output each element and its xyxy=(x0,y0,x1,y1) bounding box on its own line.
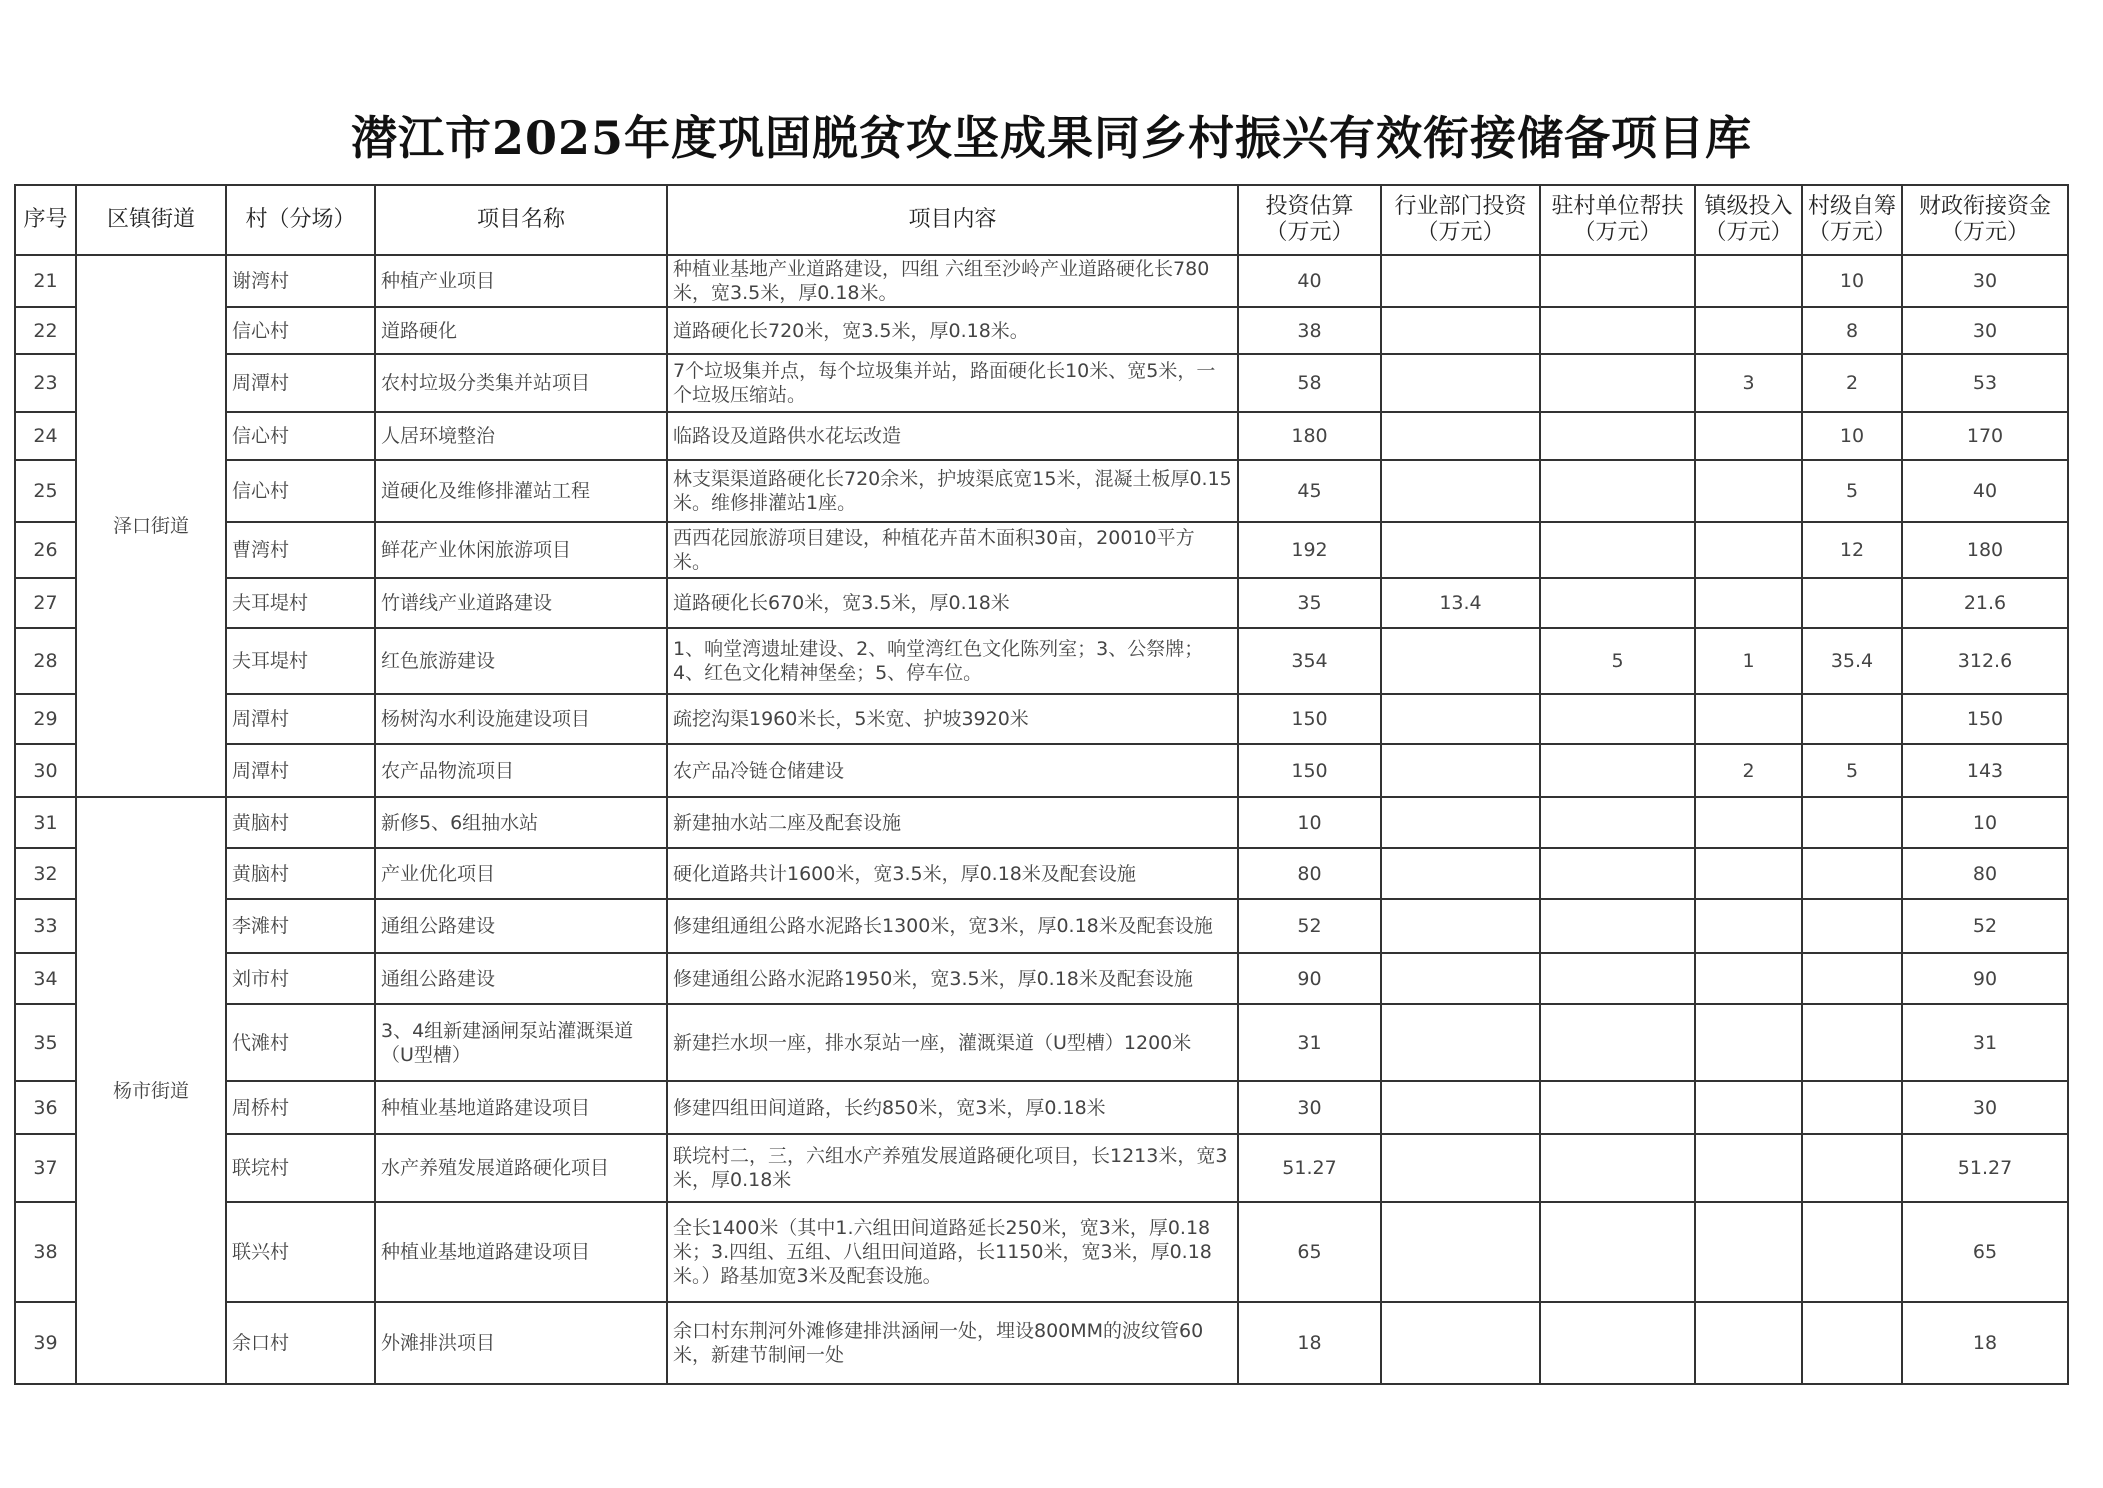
row-unit xyxy=(1540,953,1695,1004)
row-name: 农产品物流项目 xyxy=(375,744,667,797)
row-invest: 52 xyxy=(1238,899,1381,953)
row-invest: 180 xyxy=(1238,412,1381,460)
row-village: 曹湾村 xyxy=(226,522,375,578)
row-unit xyxy=(1540,307,1695,354)
row-village: 信心村 xyxy=(226,460,375,522)
row-village: 信心村 xyxy=(226,307,375,354)
table-row xyxy=(15,953,2068,1004)
row-content: 全长1400米（其中1.六组田间道路延长250米，宽3米，厚0.18米；3.四组、五组、八组田间道路，长1150米，宽3米，厚0.18米。）路基加宽3米及配套设施。 xyxy=(667,1202,1238,1302)
row-town-fund xyxy=(1695,1081,1802,1134)
row-no: 36 xyxy=(15,1081,76,1134)
row-invest: 35 xyxy=(1238,578,1381,628)
header-town: 区镇街道 xyxy=(76,185,226,255)
row-town-fund xyxy=(1695,412,1802,460)
row-invest: 18 xyxy=(1238,1302,1381,1384)
row-no: 24 xyxy=(15,412,76,460)
row-dept xyxy=(1381,412,1540,460)
row-town-fund: 1 xyxy=(1695,628,1802,694)
row-no: 27 xyxy=(15,578,76,628)
row-fiscal: 52 xyxy=(1902,899,2068,953)
row-town-fund xyxy=(1695,255,1802,307)
header-village: 村（分场） xyxy=(226,185,375,255)
row-fiscal: 10 xyxy=(1902,797,2068,848)
row-invest: 51.27 xyxy=(1238,1134,1381,1202)
row-village: 联兴村 xyxy=(226,1202,375,1302)
row-fiscal: 53 xyxy=(1902,354,2068,412)
row-fiscal: 51.27 xyxy=(1902,1134,2068,1202)
row-content: 新建抽水站二座及配套设施 xyxy=(667,797,1238,848)
row-content: 硬化道路共计1600米，宽3.5米，厚0.18米及配套设施 xyxy=(667,848,1238,899)
row-name: 通组公路建设 xyxy=(375,953,667,1004)
row-content: 林支渠渠道路硬化长720余米，护坡渠底宽15米，混凝土板厚0.15米。维修排灌站1座。 xyxy=(667,460,1238,522)
row-village-fund xyxy=(1802,848,1902,899)
row-unit xyxy=(1540,1134,1695,1202)
row-village: 信心村 xyxy=(226,412,375,460)
row-village: 夫耳堤村 xyxy=(226,578,375,628)
row-fiscal: 143 xyxy=(1902,744,2068,797)
row-name: 道硬化及维修排灌站工程 xyxy=(375,460,667,522)
row-invest: 80 xyxy=(1238,848,1381,899)
row-invest: 90 xyxy=(1238,953,1381,1004)
row-village: 周潭村 xyxy=(226,354,375,412)
row-name: 道路硬化 xyxy=(375,307,667,354)
row-village-fund xyxy=(1802,797,1902,848)
row-no: 21 xyxy=(15,255,76,307)
row-name: 种植业基地道路建设项目 xyxy=(375,1202,667,1302)
row-village: 周潭村 xyxy=(226,694,375,744)
row-town-fund xyxy=(1695,578,1802,628)
row-dept xyxy=(1381,1202,1540,1302)
row-fiscal: 80 xyxy=(1902,848,2068,899)
row-town-fund xyxy=(1695,1202,1802,1302)
row-village-fund: 10 xyxy=(1802,255,1902,307)
table-row xyxy=(15,797,2068,848)
row-name: 种植产业项目 xyxy=(375,255,667,307)
row-name: 外滩排洪项目 xyxy=(375,1302,667,1384)
row-unit xyxy=(1540,1202,1695,1302)
row-village: 夫耳堤村 xyxy=(226,628,375,694)
header-content: 项目内容 xyxy=(667,185,1238,255)
row-fiscal: 65 xyxy=(1902,1202,2068,1302)
row-village-fund xyxy=(1802,1004,1902,1081)
table-row xyxy=(15,628,2068,694)
row-content: 联垸村二，三，六组水产养殖发展道路硬化项目，长1213米，宽3米，厚0.18米 xyxy=(667,1134,1238,1202)
row-dept xyxy=(1381,255,1540,307)
row-town-fund xyxy=(1695,797,1802,848)
row-fiscal: 312.6 xyxy=(1902,628,2068,694)
row-village: 谢湾村 xyxy=(226,255,375,307)
row-village: 李滩村 xyxy=(226,899,375,953)
row-village-fund xyxy=(1802,899,1902,953)
row-dept xyxy=(1381,694,1540,744)
row-name: 水产养殖发展道路硬化项目 xyxy=(375,1134,667,1202)
row-content: 种植业基地产业道路建设，四组 六组至沙岭产业道路硬化长780米，宽3.5米，厚0.18米。 xyxy=(667,255,1238,307)
row-fiscal: 18 xyxy=(1902,1302,2068,1384)
row-dept xyxy=(1381,307,1540,354)
row-village-fund: 35.4 xyxy=(1802,628,1902,694)
row-name: 通组公路建设 xyxy=(375,899,667,953)
row-content: 疏挖沟渠1960米长，5米宽、护坡3920米 xyxy=(667,694,1238,744)
row-name: 竹谱线产业道路建设 xyxy=(375,578,667,628)
row-town-fund xyxy=(1695,694,1802,744)
row-content: 道路硬化长720米，宽3.5米，厚0.18米。 xyxy=(667,307,1238,354)
row-dept xyxy=(1381,1302,1540,1384)
row-village-fund xyxy=(1802,578,1902,628)
table-row xyxy=(15,848,2068,899)
row-content: 修建组通组公路水泥路长1300米，宽3米，厚0.18米及配套设施 xyxy=(667,899,1238,953)
row-name: 鲜花产业休闲旅游项目 xyxy=(375,522,667,578)
table-row xyxy=(15,694,2068,744)
table-row xyxy=(15,578,2068,628)
table-row xyxy=(15,1081,2068,1134)
row-content: 1、响堂湾遗址建设、2、响堂湾红色文化陈列室；3、公祭牌；4、红色文化精神堡垒；5、停车位。 xyxy=(667,628,1238,694)
row-no: 35 xyxy=(15,1004,76,1081)
row-village: 代滩村 xyxy=(226,1004,375,1081)
row-no: 23 xyxy=(15,354,76,412)
row-name: 人居环境整治 xyxy=(375,412,667,460)
header-fiscal: 财政衔接资金 （万元） xyxy=(1902,185,2068,255)
row-fiscal: 21.6 xyxy=(1902,578,2068,628)
row-town-fund: 2 xyxy=(1695,744,1802,797)
row-town-fund xyxy=(1695,899,1802,953)
row-village: 联垸村 xyxy=(226,1134,375,1202)
row-village-fund: 8 xyxy=(1802,307,1902,354)
row-no: 29 xyxy=(15,694,76,744)
table-row xyxy=(15,744,2068,797)
header-name: 项目名称 xyxy=(375,185,667,255)
row-village: 余口村 xyxy=(226,1302,375,1384)
row-unit xyxy=(1540,797,1695,848)
row-no: 28 xyxy=(15,628,76,694)
row-no: 22 xyxy=(15,307,76,354)
row-fiscal: 40 xyxy=(1902,460,2068,522)
row-village: 黄脑村 xyxy=(226,848,375,899)
row-invest: 30 xyxy=(1238,1081,1381,1134)
row-no: 39 xyxy=(15,1302,76,1384)
row-content: 道路硬化长670米，宽3.5米，厚0.18米 xyxy=(667,578,1238,628)
table-row xyxy=(15,1134,2068,1202)
row-village-fund xyxy=(1802,1202,1902,1302)
table-row xyxy=(15,255,2068,307)
table-header-row xyxy=(15,185,2068,255)
row-fiscal: 30 xyxy=(1902,1081,2068,1134)
row-village-fund: 12 xyxy=(1802,522,1902,578)
row-invest: 10 xyxy=(1238,797,1381,848)
row-no: 30 xyxy=(15,744,76,797)
town-cell-yangshi: 杨市街道 xyxy=(76,797,226,1384)
row-fiscal: 90 xyxy=(1902,953,2068,1004)
row-unit xyxy=(1540,848,1695,899)
row-name: 种植业基地道路建设项目 xyxy=(375,1081,667,1134)
row-fiscal: 30 xyxy=(1902,307,2068,354)
row-invest: 150 xyxy=(1238,694,1381,744)
header-dept: 行业部门投资 （万元） xyxy=(1381,185,1540,255)
row-unit xyxy=(1540,694,1695,744)
row-dept: 13.4 xyxy=(1381,578,1540,628)
row-village: 刘市村 xyxy=(226,953,375,1004)
header-town-fund: 镇级投入 （万元） xyxy=(1695,185,1802,255)
row-town-fund xyxy=(1695,1004,1802,1081)
row-invest: 40 xyxy=(1238,255,1381,307)
row-dept xyxy=(1381,744,1540,797)
table-row xyxy=(15,1302,2068,1384)
header-no: 序号 xyxy=(15,185,76,255)
row-dept xyxy=(1381,628,1540,694)
table-row xyxy=(15,1202,2068,1302)
row-village: 周桥村 xyxy=(226,1081,375,1134)
row-invest: 65 xyxy=(1238,1202,1381,1302)
row-dept xyxy=(1381,797,1540,848)
row-name: 新修5、6组抽水站 xyxy=(375,797,667,848)
row-dept xyxy=(1381,1134,1540,1202)
row-town-fund xyxy=(1695,1302,1802,1384)
row-fiscal: 170 xyxy=(1902,412,2068,460)
header-village-fund: 村级自筹 （万元） xyxy=(1802,185,1902,255)
row-town-fund xyxy=(1695,460,1802,522)
row-unit xyxy=(1540,354,1695,412)
row-dept xyxy=(1381,1004,1540,1081)
row-content: 余口村东荆河外滩修建排洪涵闸一处，埋设800MM的波纹管60米，新建节制闸一处 xyxy=(667,1302,1238,1384)
row-content: 修建通组公路水泥路1950米，宽3.5米，厚0.18米及配套设施 xyxy=(667,953,1238,1004)
row-invest: 45 xyxy=(1238,460,1381,522)
row-dept xyxy=(1381,354,1540,412)
row-name: 产业优化项目 xyxy=(375,848,667,899)
row-unit xyxy=(1540,460,1695,522)
row-no: 31 xyxy=(15,797,76,848)
row-village-fund xyxy=(1802,1302,1902,1384)
row-village-fund: 2 xyxy=(1802,354,1902,412)
row-village-fund: 10 xyxy=(1802,412,1902,460)
row-no: 32 xyxy=(15,848,76,899)
row-town-fund xyxy=(1695,1134,1802,1202)
row-dept xyxy=(1381,522,1540,578)
row-no: 26 xyxy=(15,522,76,578)
row-village-fund xyxy=(1802,953,1902,1004)
row-unit: 5 xyxy=(1540,628,1695,694)
table-row xyxy=(15,522,2068,578)
row-village: 黄脑村 xyxy=(226,797,375,848)
row-town-fund xyxy=(1695,848,1802,899)
row-content: 农产品冷链仓储建设 xyxy=(667,744,1238,797)
table-row xyxy=(15,307,2068,354)
row-no: 34 xyxy=(15,953,76,1004)
row-unit xyxy=(1540,744,1695,797)
row-fiscal: 180 xyxy=(1902,522,2068,578)
row-no: 33 xyxy=(15,899,76,953)
row-invest: 38 xyxy=(1238,307,1381,354)
row-village: 周潭村 xyxy=(226,744,375,797)
row-unit xyxy=(1540,412,1695,460)
table-row xyxy=(15,460,2068,522)
row-name: 红色旅游建设 xyxy=(375,628,667,694)
row-town-fund xyxy=(1695,307,1802,354)
row-dept xyxy=(1381,1081,1540,1134)
row-village-fund xyxy=(1802,1081,1902,1134)
row-name: 杨树沟水利设施建设项目 xyxy=(375,694,667,744)
row-content: 新建拦水坝一座，排水泵站一座，灌溉渠道（U型槽）1200米 xyxy=(667,1004,1238,1081)
row-unit xyxy=(1540,899,1695,953)
table-row xyxy=(15,354,2068,412)
row-unit xyxy=(1540,522,1695,578)
row-fiscal: 31 xyxy=(1902,1004,2068,1081)
row-village-fund: 5 xyxy=(1802,460,1902,522)
row-content: 西西花园旅游项目建设，种植花卉苗木面积30亩，20010平方米。 xyxy=(667,522,1238,578)
project-table xyxy=(14,184,2069,1385)
row-content: 临路设及道路供水花坛改造 xyxy=(667,412,1238,460)
row-invest: 150 xyxy=(1238,744,1381,797)
row-fiscal: 150 xyxy=(1902,694,2068,744)
row-invest: 58 xyxy=(1238,354,1381,412)
row-content: 修建四组田间道路，长约850米，宽3米，厚0.18米 xyxy=(667,1081,1238,1134)
table-row xyxy=(15,1004,2068,1081)
row-name: 3、4组新建涵闸泵站灌溉渠道（U型槽） xyxy=(375,1004,667,1081)
header-invest: 投资估算 （万元） xyxy=(1238,185,1381,255)
page-title: 潜江市2025年度巩固脱贫攻坚成果同乡村振兴有效衔接储备项目库 xyxy=(350,111,1753,165)
row-town-fund xyxy=(1695,522,1802,578)
row-village-fund xyxy=(1802,1134,1902,1202)
row-no: 38 xyxy=(15,1202,76,1302)
row-dept xyxy=(1381,899,1540,953)
row-unit xyxy=(1540,255,1695,307)
row-fiscal: 30 xyxy=(1902,255,2068,307)
row-dept xyxy=(1381,460,1540,522)
row-unit xyxy=(1540,1302,1695,1384)
row-village-fund: 5 xyxy=(1802,744,1902,797)
row-name: 农村垃圾分类集并站项目 xyxy=(375,354,667,412)
row-content: 7个垃圾集并点，每个垃圾集并站，路面硬化长10米、宽5米，一个垃圾压缩站。 xyxy=(667,354,1238,412)
row-dept xyxy=(1381,953,1540,1004)
row-no: 25 xyxy=(15,460,76,522)
row-unit xyxy=(1540,578,1695,628)
row-invest: 354 xyxy=(1238,628,1381,694)
row-invest: 192 xyxy=(1238,522,1381,578)
row-invest: 31 xyxy=(1238,1004,1381,1081)
row-town-fund: 3 xyxy=(1695,354,1802,412)
town-cell-zekou: 泽口街道 xyxy=(76,255,226,797)
row-village-fund xyxy=(1802,694,1902,744)
table-row xyxy=(15,899,2068,953)
row-no: 37 xyxy=(15,1134,76,1202)
row-unit xyxy=(1540,1004,1695,1081)
header-unit: 驻村单位帮扶 （万元） xyxy=(1540,185,1695,255)
row-dept xyxy=(1381,848,1540,899)
row-unit xyxy=(1540,1081,1695,1134)
table-row xyxy=(15,412,2068,460)
row-town-fund xyxy=(1695,953,1802,1004)
